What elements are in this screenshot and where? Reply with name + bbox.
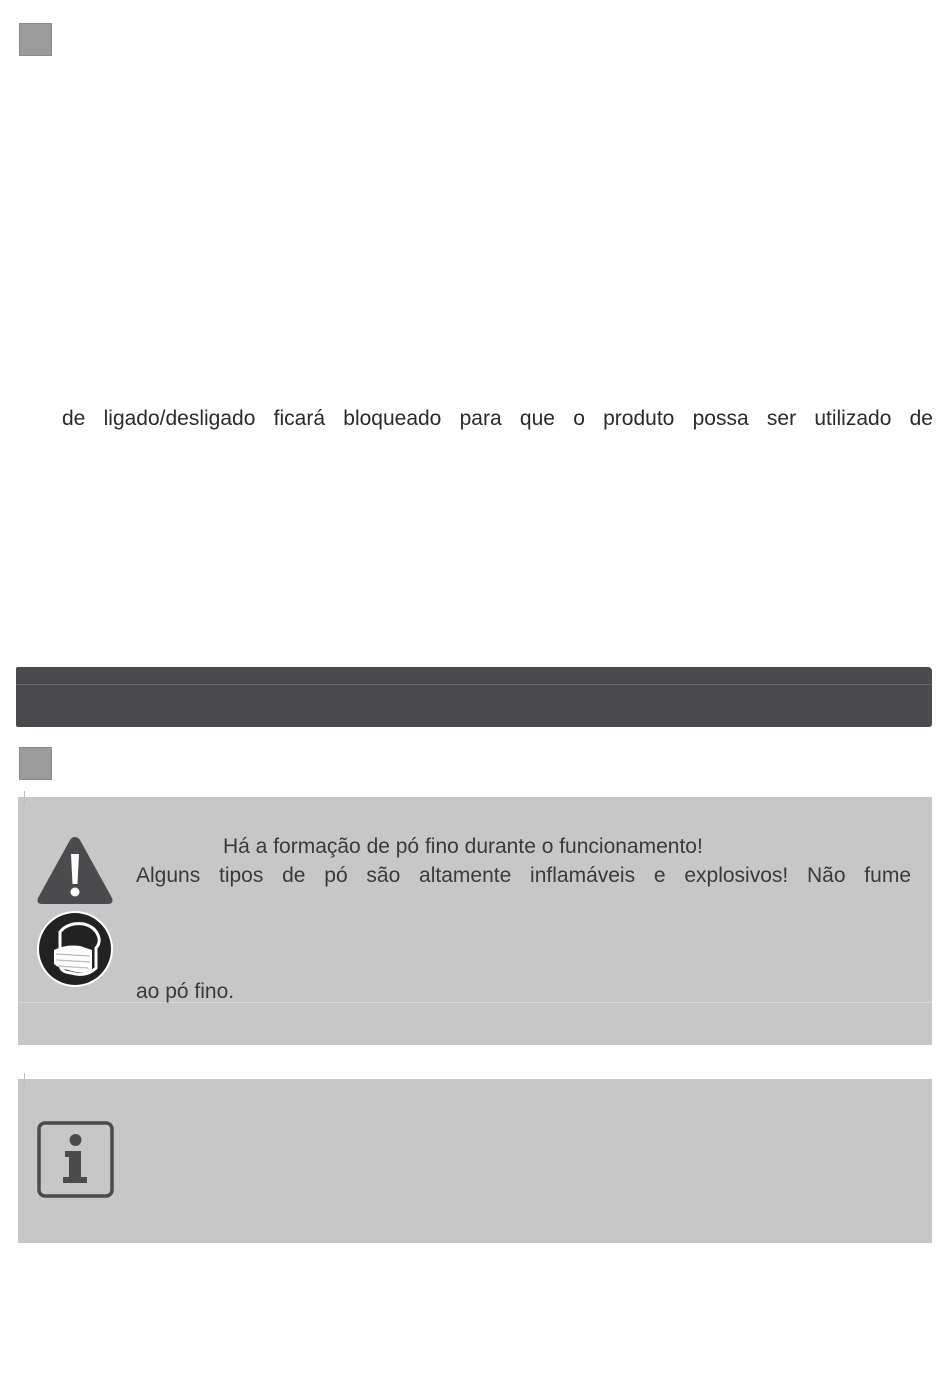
dust-mask-icon — [36, 910, 114, 988]
section-marker — [19, 23, 52, 56]
info-icon — [37, 1121, 114, 1198]
warning-triangle-icon — [35, 834, 115, 906]
info-panel — [18, 1079, 932, 1243]
section-header-bar — [16, 667, 932, 727]
warning-title: Há a formação de pó fino durante o funcionamento! — [223, 835, 703, 858]
body-text-line: de ligado/desligado ficará bloqueado para que o produto possa ser utilizado de — [62, 407, 933, 430]
warning-text-line: Alguns tipos de pó são altamente inflamáveis e explosivos! Não fume — [136, 864, 911, 887]
section-marker — [19, 747, 52, 780]
warning-text-tail: ao pó fino. — [136, 980, 235, 1003]
